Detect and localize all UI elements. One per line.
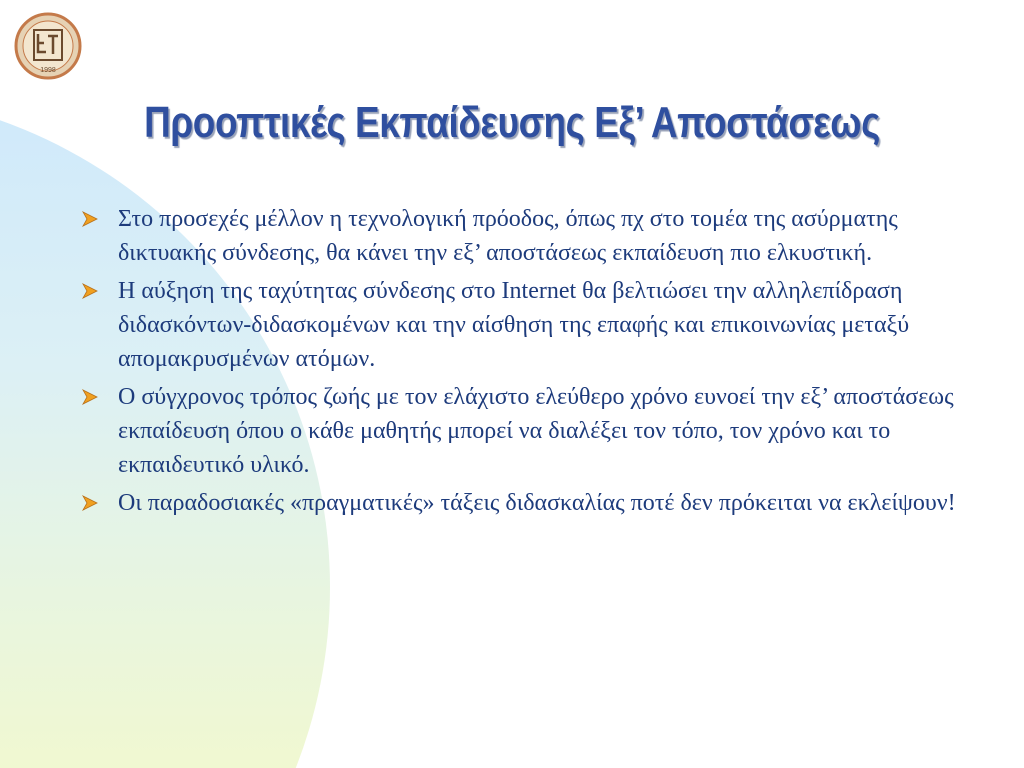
bullet-item [82,274,962,376]
arrow-bullet-icon [82,389,98,405]
arrow-bullet-icon [82,283,98,299]
bullet-text: Η αύξηση της ταχύτητας σύνδεσης στο Internet θα βελτιώσει την αλληλεπίδραση διδασκόντων-διδασκομένων και την αίσθηση της επαφής και επικοινωνίας μεταξύ απομακρυσμένων ατόμων. [118,278,910,372]
institution-seal-icon [14,12,82,80]
logo-year: 1998 [40,67,56,74]
slide-title: Προοπτικές Εκπαίδευσης Εξ’ Αποστάσεως [144,98,880,147]
bullet-text: Ο σύγχρονος τρόπος ζωής με τον ελάχιστο ελεύθερο χρόνο ευνοεί την εξ’ αποστάσεως εκπαίδευση όπου ο κάθε μαθητής μπορεί να διαλέξει τον τόπο, τον χρόνο και το εκπαιδευτικό υλικό. [118,384,954,478]
bullet-item [82,202,962,270]
bullet-item [82,486,962,520]
arrow-bullet-icon [82,211,98,227]
bullet-item [82,380,962,482]
arrow-bullet-icon [82,495,98,511]
bullet-list [82,202,962,524]
bullet-text: Στο προσεχές μέλλον η τεχνολογική πρόοδος, όπως πχ στο τομέα της ασύρματης δικτυακής σύνδεσης, θα κάνει την εξ’ αποστάσεως εκπαίδευση πιο ελκυστική. [118,206,898,266]
bullet-text: Οι παραδοσιακές «πραγματικές» τάξεις διδασκαλίας ποτέ δεν πρόκειται να εκλείψουν! [118,490,956,516]
